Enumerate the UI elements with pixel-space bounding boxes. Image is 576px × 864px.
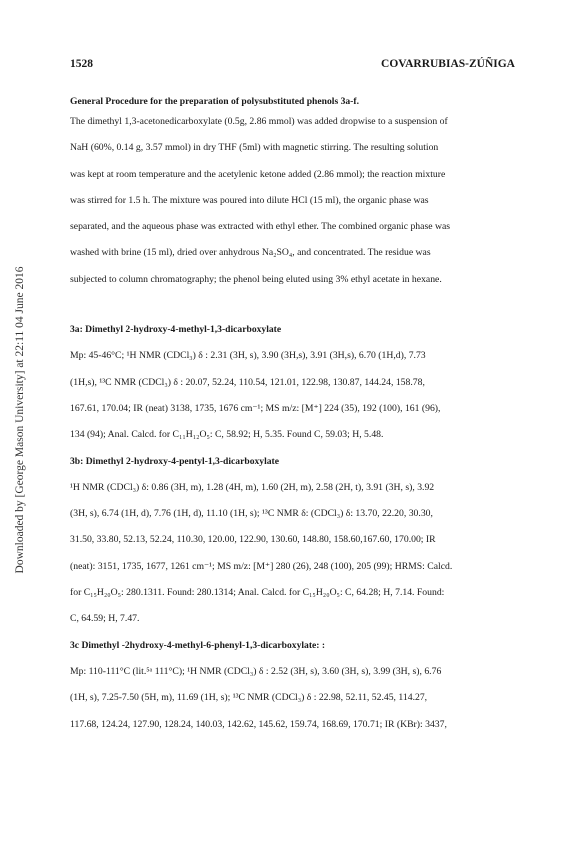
compound-3a-heading: 3a: Dimethyl 2-hydroxy-4-methyl-1,3-dicarboxylate <box>70 324 282 336</box>
procedure-line: was kept at room temperature and the acetylenic ketone added (2.86 mmol); the reaction mixture <box>70 168 446 180</box>
general-procedure-heading: General Procedure for the preparation of polysubstituted phenols 3a-f. <box>70 96 359 107</box>
compound-3b-data <box>70 475 515 633</box>
data-line: 167.61, 170.04; IR (neat) 3138, 1735, 1676 cm⁻¹; MS m/z: [M⁺] 224 (35), 192 (100), 161 (96), <box>70 402 441 414</box>
data-line: ¹H NMR (CDCl₃) δ: 0.86 (3H, m), 1.28 (4H, m), 1.60 (2H, m), 2.58 (2H, t), 3.91 (3H, s), 3.92 <box>70 481 435 493</box>
data-line: Mp: 45-46°C; ¹H NMR (CDCl₃) δ : 2.31 (3H, s), 3.90 (3H,s), 3.91 (3H,s), 6.70 (1H,d), 7.73 <box>70 350 426 362</box>
data-line: 117.68, 124.24, 127.90, 128.24, 140.03, 142.62, 145.62, 159.74, 168.69, 170.71; IR (KBr): 3437, <box>70 718 447 730</box>
data-line: C, 64.59; H, 7.47. <box>70 613 140 625</box>
running-title: COVARRUBIAS-ZÚÑIGA <box>381 58 515 70</box>
page-header <box>70 58 515 70</box>
data-line: for C₁₅H₂₀O₅: 280.1311. Found: 280.1314; Anal. Calcd. for C₁₅H₂₀O₅: C, 64.28; H, 7.14. Found: <box>70 587 445 599</box>
download-watermark <box>14 0 26 864</box>
general-procedure-body <box>70 109 515 293</box>
procedure-line: washed with brine (15 ml), dried over anhydrous Na₂SO₄, and concentrated. The residue was <box>70 247 431 259</box>
compound-3b-heading: 3b: Dimethyl 2-hydroxy-4-pentyl-1,3-dicarboxylate <box>70 455 280 467</box>
data-line: Mp: 110-111°C (lit.⁵ᵃ 111°C); ¹H NMR (CDCl₃) δ : 2.52 (3H, s), 3.60 (3H, s), 3.99 (3H, s), 6.76 <box>70 665 442 677</box>
procedure-line: separated, and the aqueous phase was extracted with ethyl ether. The combined organic phase was <box>70 221 451 233</box>
data-line: (neat): 3151, 1735, 1677, 1261 cm⁻¹; MS m/z: [M⁺] 280 (26), 248 (100), 205 (99); HRMS: Calcd. <box>70 560 453 572</box>
data-line: 134 (94); Anal. Calcd. for C₁₁H₁₂O₅: C, 58.92; H, 5.35. Found C, 59.03; H, 5.48. <box>70 429 384 441</box>
procedure-line: subjected to column chromatography; the phenol being eluted using 3% ethyl acetate in hexane. <box>70 273 442 285</box>
data-line: 31.50, 33.80, 52.13, 52.24, 110.30, 120.00, 122.90, 130.60, 148.80, 158.60,167.60, 170.00; IR <box>70 534 436 546</box>
journal-page <box>70 58 515 738</box>
compound-3c-heading: 3c Dimethyl -2hydroxy-4-methyl-6-phenyl-1,3-dicarboxylate: : <box>70 639 326 651</box>
data-line: (3H, s), 6.74 (1H, d), 7.76 (1H, d), 11.10 (1H, s); ¹³C NMR δ: (CDCl₃) δ: 13.70, 22.20, 30.30, <box>70 508 433 520</box>
compound-3a-data <box>70 343 515 448</box>
data-line: (1H,s), ¹³C NMR (CDCl₃) δ : 20.07, 52.24, 110.54, 121.01, 122.98, 130.87, 144.24, 158.78, <box>70 376 425 388</box>
procedure-line: was stirred for 1.5 h. The mixture was poured into dilute HCl (15 ml), the organic phase was <box>70 194 429 206</box>
procedure-line: NaH (60%, 0.14 g, 3.57 mmol) in dry THF (5ml) with magnetic stirring. The resulting solution <box>70 142 439 154</box>
data-line: (1H, s), 7.25-7.50 (5H, m), 11.69 (1H, s); ¹³C NMR (CDCl₃) δ : 22.98, 52.11, 52.45, 114.27, <box>70 692 428 704</box>
page-number: 1528 <box>70 58 93 70</box>
procedure-line: The dimethyl 1,3-acetonedicarboxylate (0.5g, 2.86 mmol) was added dropwise to a suspension of <box>70 116 448 127</box>
download-note: Downloaded by [George Mason University] at 22:11 04 June 2016 <box>14 266 26 574</box>
compound-3c-data <box>70 659 515 738</box>
